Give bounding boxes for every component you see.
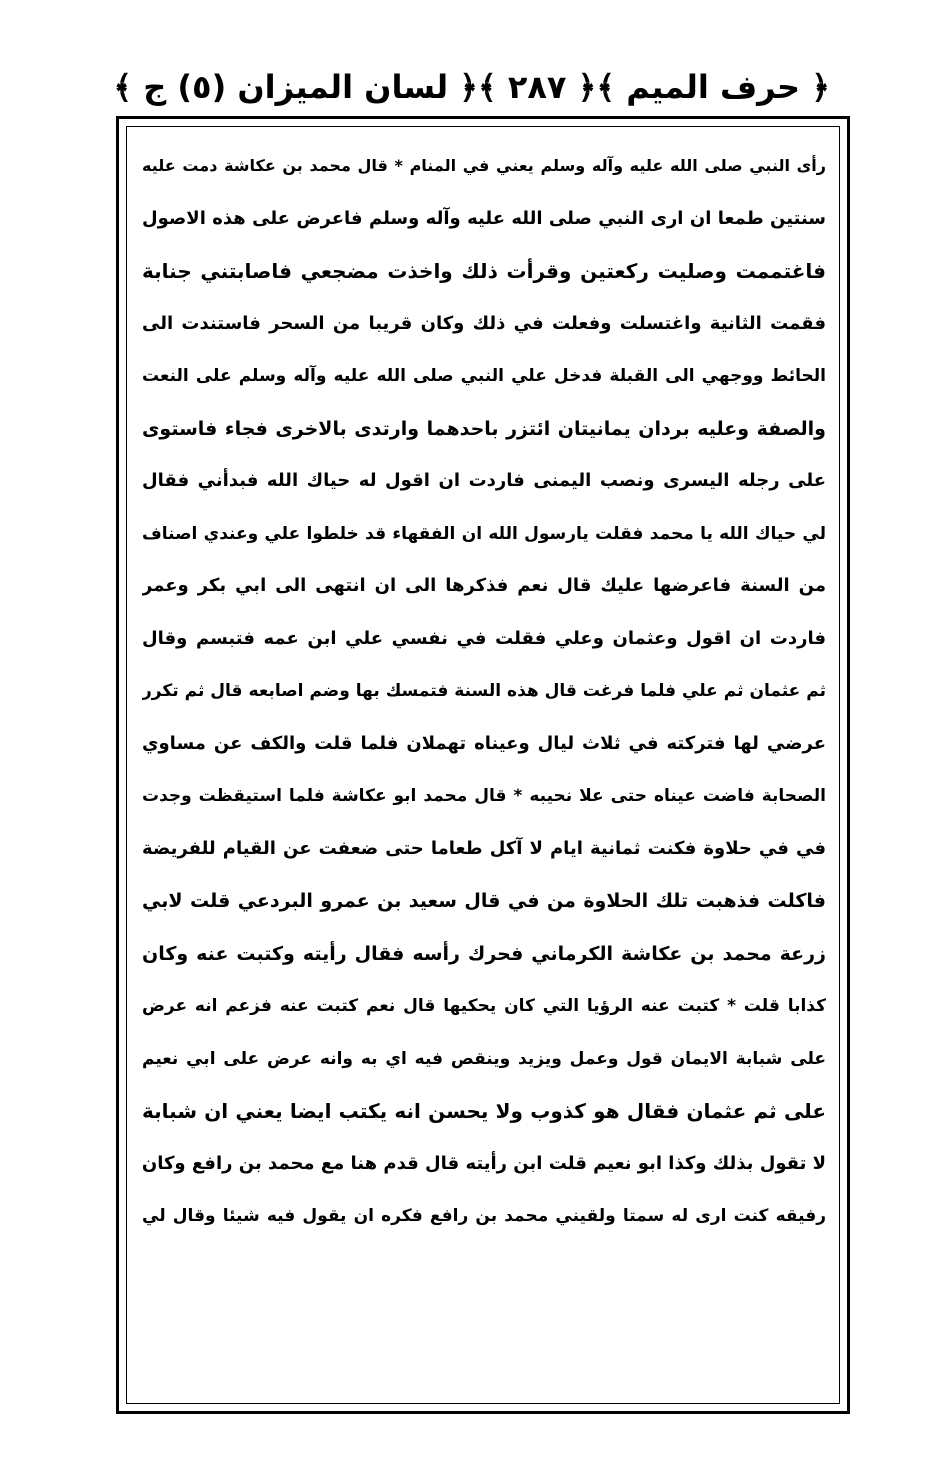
text-line: كذابا قلت * كتبت عنه الرؤيا التي كان يحكيها قال نعم كتبت عنه فزعم انه عرض bbox=[142, 996, 826, 1016]
page-header bbox=[113, 62, 830, 112]
text-line: فاردت ان اقول وعثمان وعلي فقلت في نفسي علي ابن عمه فتبسم وقال bbox=[142, 627, 826, 649]
text-line: في في حلاوة فكنت ثمانية ايام لا آكل طعاما حتى ضعفت عن القيام للفريضة bbox=[142, 837, 826, 859]
text-line: فاكلت فذهبت تلك الحلاوة من في قال سعيد بن عمرو البردعي قلت لابي bbox=[142, 890, 826, 912]
text-line: والصفة وعليه بردان يمانيتان ائتزر باحدهما وارتدى بالاخرى فجاء فاستوى bbox=[142, 417, 826, 440]
text-line: من السنة فاعرضها عليك قال نعم فذكرها الى ان انتهى الى ابي بكر وعمر bbox=[142, 575, 826, 596]
book-title: ﴿ لسان الميزان (٥) ج ﴾ bbox=[113, 68, 478, 106]
text-line: ثم عثمان ثم علي فلما فرغت قال هذه السنة فتمسك بها وضم اصابعه قال ثم تكرر bbox=[142, 681, 826, 701]
text-line: زرعة محمد بن عكاشة الكرماني فحرك رأسه فقال رأيته وكتبت عنه وكان bbox=[142, 942, 826, 965]
text-line: رأى النبي صلى الله عليه وآله وسلم يعني في المنام * قال محمد بن عكاشة دمت عليه bbox=[142, 156, 826, 175]
text-line: الصحابة فاضت عيناه حتى علا نحيبه * قال محمد ابو عكاشة فلما استيقظت وجدت bbox=[142, 786, 826, 806]
body-text bbox=[142, 140, 826, 1400]
chapter-heading: ﴿ حرف الميم ﴾ bbox=[596, 68, 830, 106]
text-line: على ثم عثمان فقال هو كذوب ولا يحسن انه يكتب ايضا يعني ان شبابة bbox=[142, 1099, 826, 1123]
text-line: لي حياك الله يا محمد فقلت يارسول الله ان الفقهاء قد خلطوا علي وعندي اصناف bbox=[142, 523, 826, 544]
page-number: ﴿ ٢٨٧ ﴾ bbox=[477, 68, 597, 106]
text-line: سنتين طمعا ان ارى النبي صلى الله عليه وآله وسلم فاعرض على هذه الاصول bbox=[142, 207, 826, 229]
text-line: فقمت الثانية واغتسلت وفعلت في ذلك وكان قريبا من السحر فاستندت الى bbox=[142, 312, 826, 334]
text-line: عرضي لها فتركته في ثلاث ليال وعيناه تهملان فلما قلت والكف عن مساوي bbox=[142, 732, 826, 754]
text-line: على شبابة الايمان قول وعمل ويزيد وينقص فيه اي به وانه عرض على ابي نعيم bbox=[142, 1048, 826, 1069]
text-line: على رجله اليسرى ونصب اليمنى فاردت ان اقول له حياك الله فبدأني فقال bbox=[142, 470, 826, 491]
text-line: فاغتممت وصليت ركعتين وقرأت ذلك واخذت مضجعي فاصابتني جنابة bbox=[142, 259, 826, 283]
text-line: رفيقه كنت ارى له سمتا ولقيني محمد بن رافع فكره ان يقول فيه شيئا وقال لي bbox=[142, 1206, 826, 1226]
text-line: الحائط ووجهي الى القبلة فدخل علي النبي صلى الله عليه وآله وسلم على النعت bbox=[142, 366, 826, 386]
text-line: لا تقول بذلك وكذا ابو نعيم قلت ابن رأيته قال قدم هنا مع محمد بن رافع وكان bbox=[142, 1152, 826, 1174]
